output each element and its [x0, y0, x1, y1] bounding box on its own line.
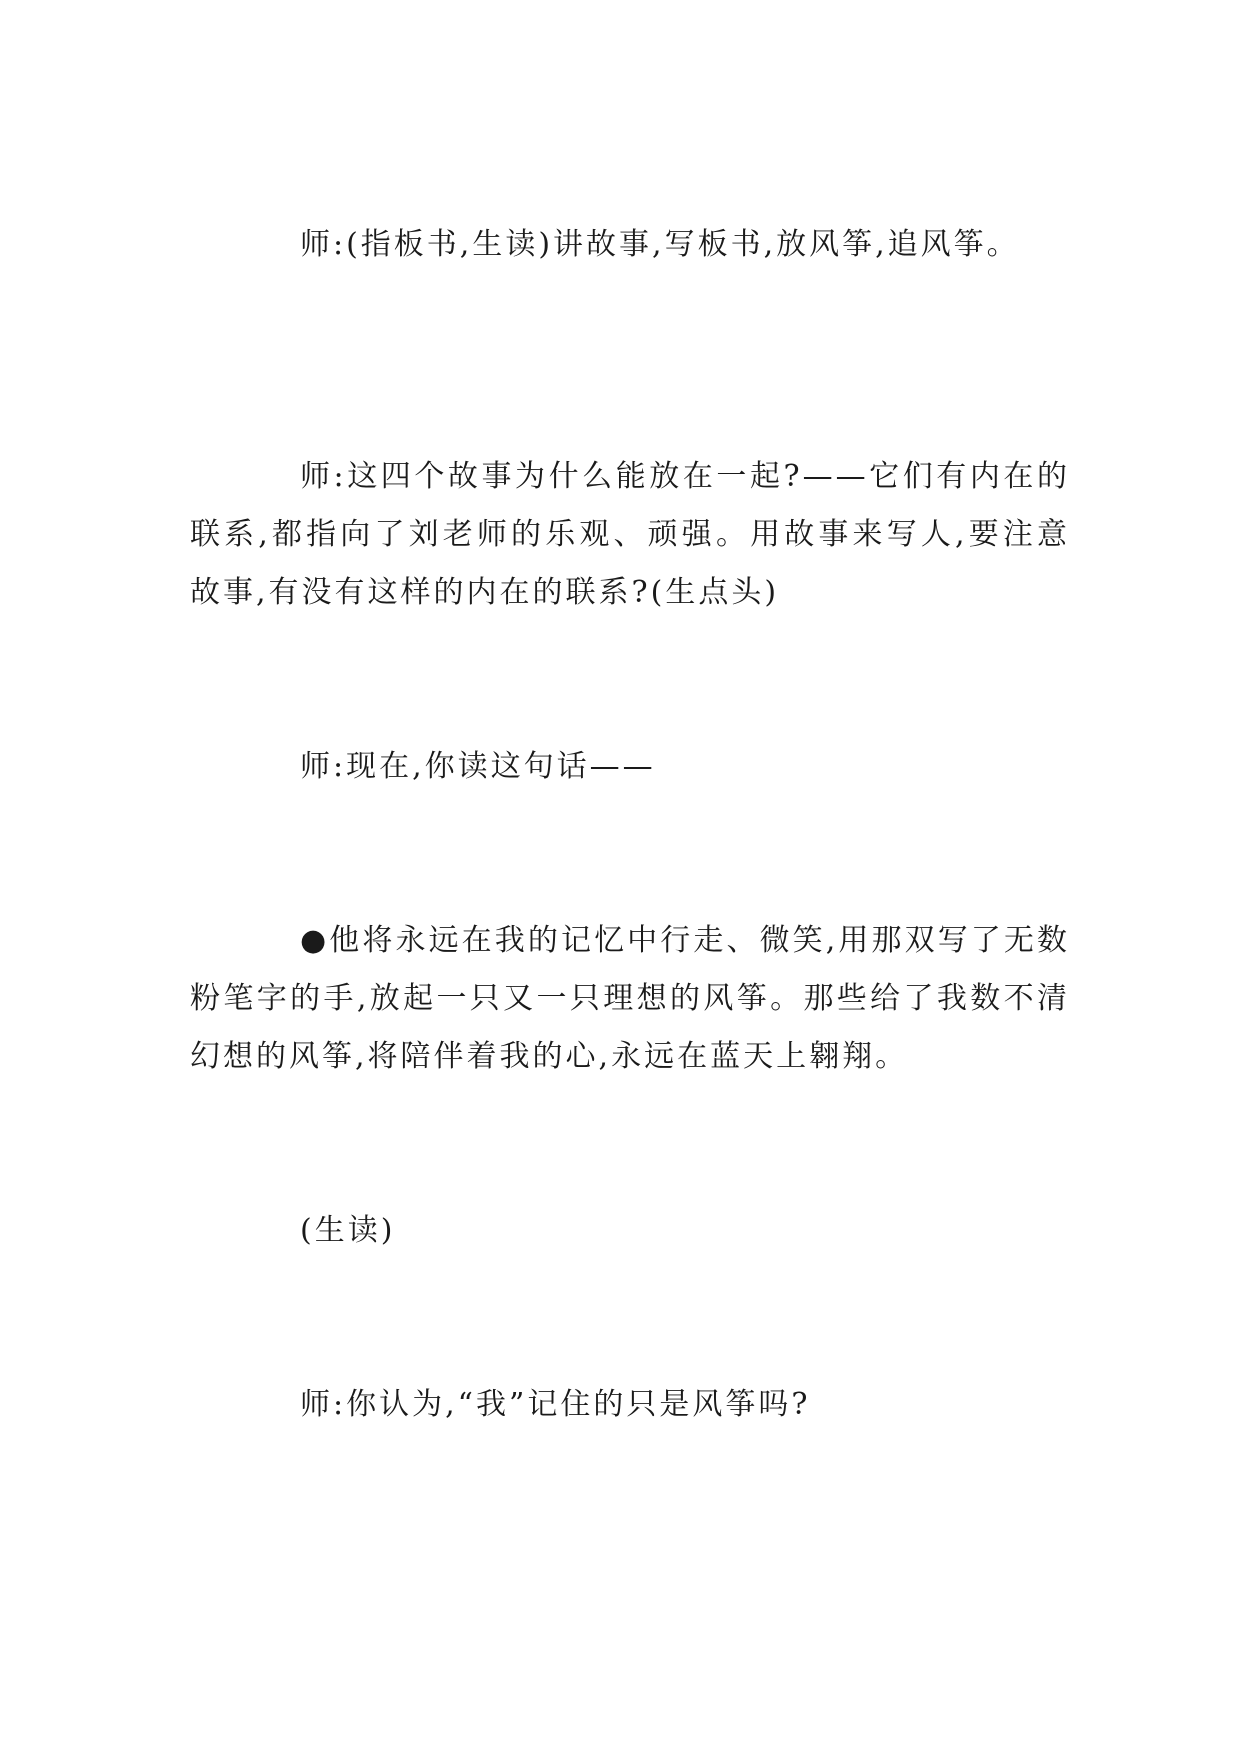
paragraph-1: 师:(指板书,生读)讲故事,写板书,放风筝,追风筝。	[300, 227, 1020, 262]
paragraph-6: 师:你认为,“我”记住的只是风筝吗?	[300, 1387, 811, 1422]
paragraph-2: 师:这四个故事为什么能放在一起?——它们有内在的联系,都指向了刘老师的乐观、顽强。用故事来写人,要注意故事,有没有这样的内在的联系?(生点头)	[190, 459, 1070, 610]
paragraph-3: 师:现在,你读这句话——	[300, 749, 656, 784]
paragraph-5: (生读)	[300, 1213, 396, 1248]
paragraph-4: ●他将永远在我的记忆中行走、微笑,用那双写了无数粉笔字的手,放起一只又一只理想的风筝。那些给了我数不清幻想的风筝,将陪伴着我的心,永远在蓝天上翱翔。	[190, 923, 1070, 1074]
